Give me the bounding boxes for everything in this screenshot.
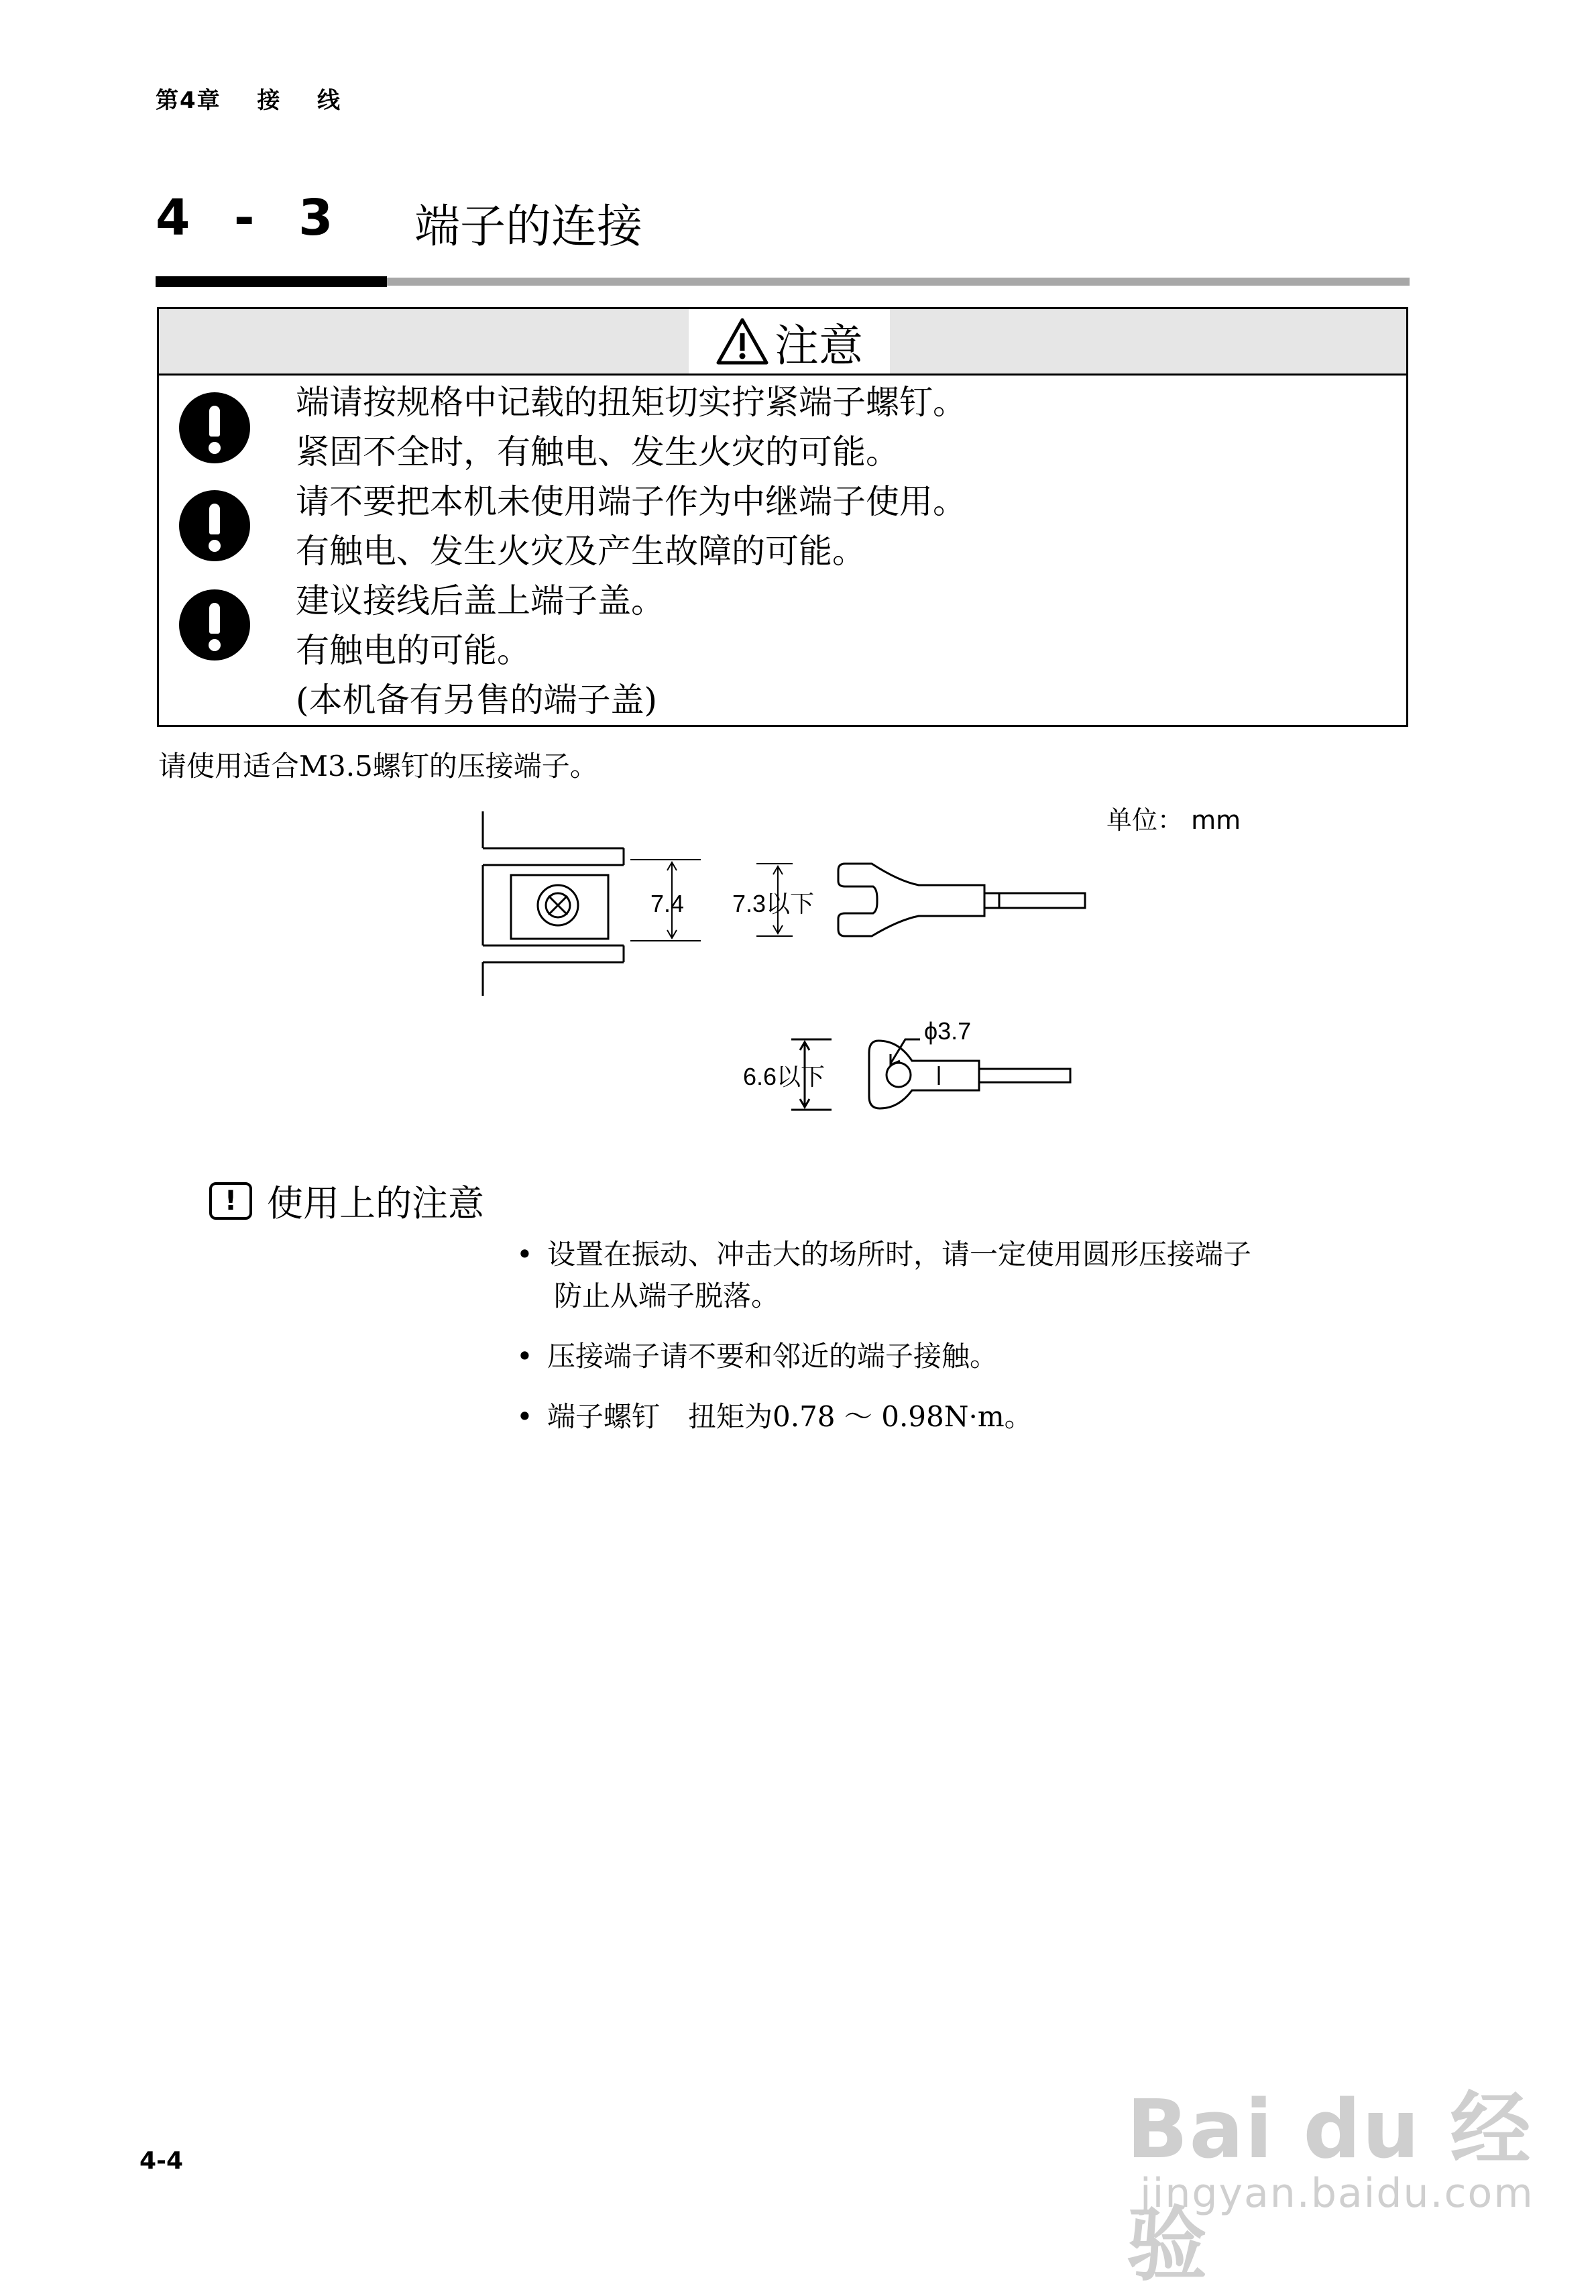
dimension-ring-hole: ϕ3.7 <box>924 1017 972 1045</box>
title-rule-dark <box>156 276 387 287</box>
page-number: 4-4 <box>139 2147 184 2175</box>
watermark-brand: Bai du 经验 <box>1127 2083 1532 2292</box>
list-item <box>516 1396 1251 1438</box>
unit-label: 单位： mm <box>1106 805 1241 835</box>
chapter-label: 第4章 <box>156 87 221 114</box>
dimension-ring-terminal: 6.6以下 <box>743 1063 825 1090</box>
mandatory-icon <box>179 392 250 463</box>
section-title: 端子的连接 <box>414 200 643 253</box>
usage-notes-title-text: 使用上的注意 <box>267 1182 484 1224</box>
list-item <box>516 1336 1251 1377</box>
list-item-text: 端子螺钉 扭矩为0.78 ～ 0.98N·m。 <box>547 1400 1033 1433</box>
section-number-minor: 3 <box>298 189 333 247</box>
mandatory-icon <box>179 589 250 661</box>
fork-terminal-drawing <box>838 864 1085 936</box>
dimension-terminal-width: 7.4 <box>650 890 685 917</box>
title-rule-light <box>387 278 1410 286</box>
mandatory-icon <box>179 490 250 561</box>
caution-line: 建议接线后盖上端子盖。 <box>296 581 665 620</box>
caution-label <box>689 309 890 374</box>
list-item-text: 防止从端子脱落。 <box>554 1279 780 1312</box>
caution-label-text: 注意 <box>775 319 863 371</box>
intro-text: 请使用适合M3.5螺钉的压接端子。 <box>158 750 598 783</box>
caution-line: 请不要把本机未使用端子作为中继端子使用。 <box>296 482 966 521</box>
caution-line: 有触电的可能。 <box>296 631 530 670</box>
list-item <box>516 1234 1251 1317</box>
caution-box <box>157 307 1408 727</box>
exclamation-box-icon: ! <box>209 1182 252 1220</box>
list-item-text: 设置在振动、冲击大的场所时，请一定使用圆形压接端子 <box>547 1238 1252 1271</box>
caution-line: 端请按规格中记载的扭矩切实拧紧端子螺钉。 <box>296 383 966 422</box>
caution-text <box>296 378 966 725</box>
chapter-title-part1: 接 <box>257 87 282 114</box>
terminal-block-drawing <box>483 811 624 996</box>
usage-notes-list <box>516 1234 1251 1456</box>
terminal-diagram <box>469 798 1140 1133</box>
caution-line: (本机备有另售的端子盖) <box>296 681 658 720</box>
chapter-title-part2: 线 <box>317 87 342 114</box>
ring-terminal-drawing <box>791 1039 1070 1110</box>
caution-header <box>159 309 1406 376</box>
caution-line: 有触电、发生火灾及产生故障的可能。 <box>296 532 866 571</box>
chapter-header <box>156 82 341 115</box>
section-number <box>156 189 333 247</box>
section-number-major: 4 <box>156 189 190 247</box>
watermark-url: jingyan.baidu.com <box>1140 2170 1534 2217</box>
warning-triangle-icon <box>716 317 769 365</box>
section-number-dash: - <box>233 189 255 247</box>
dimension-fork-terminal: 7.3以下 <box>732 890 815 917</box>
caution-line: 紧固不全时，有触电、发生火灾的可能。 <box>296 433 899 471</box>
list-item-text: 压接端子请不要和邻近的端子接触。 <box>547 1340 999 1373</box>
usage-notes-title <box>209 1175 484 1226</box>
